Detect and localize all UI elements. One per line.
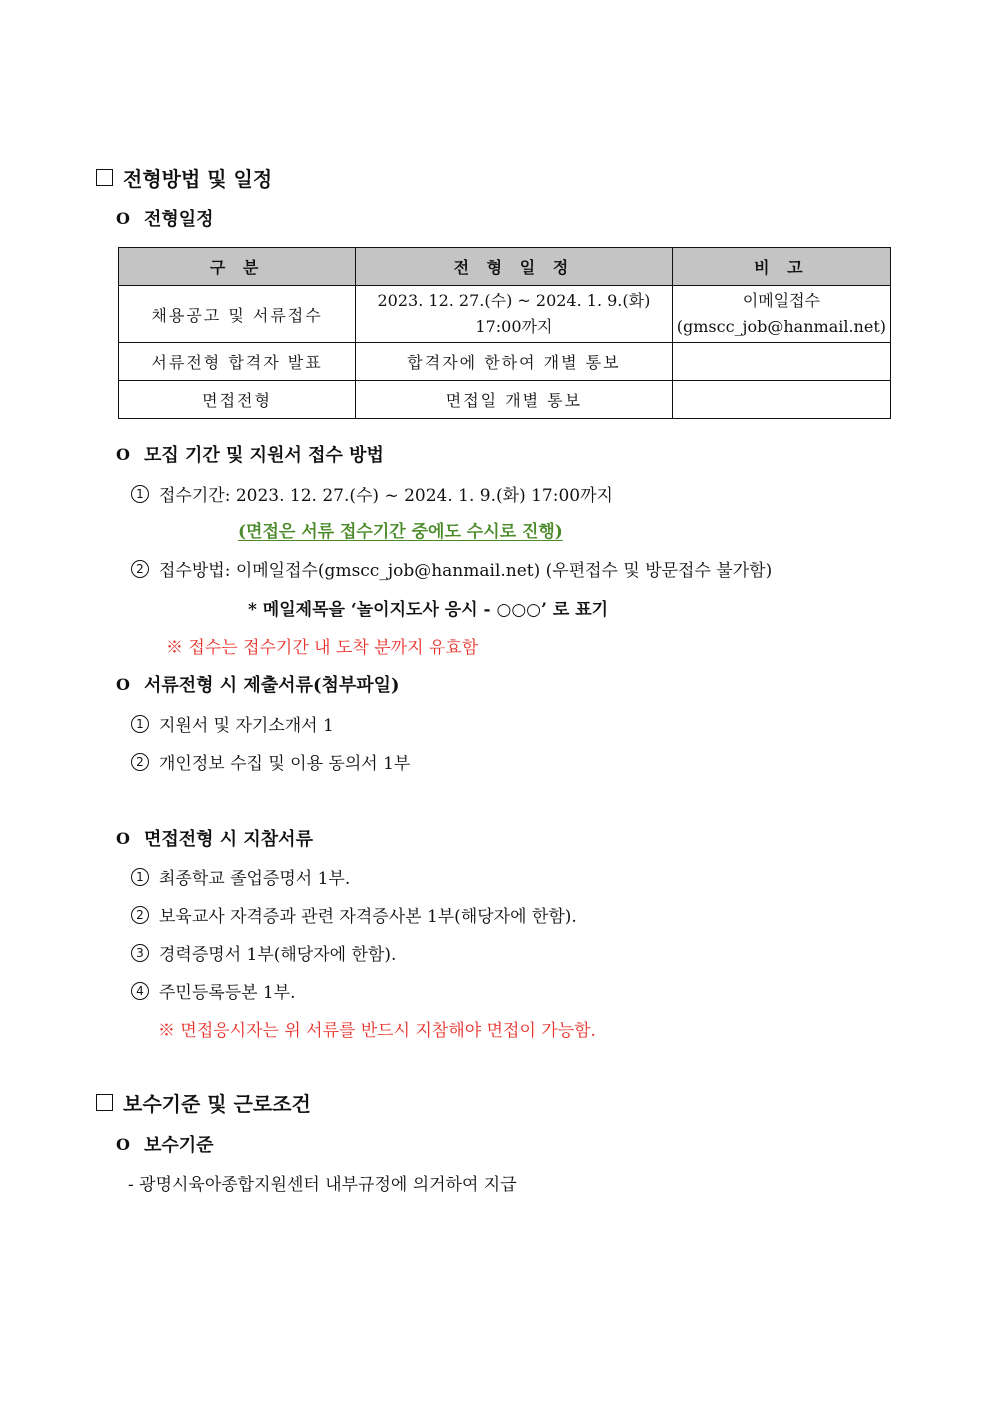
number-1-icon: 1 — [131, 868, 149, 886]
number-1-icon: 1 — [131, 485, 149, 503]
circle-bullet-icon: O — [116, 444, 130, 464]
cell-category: 서류전형 합격자 발표 — [119, 343, 356, 381]
recruit-item-method — [131, 556, 772, 581]
cell-schedule: 합격자에 한하여 개별 통보 — [356, 343, 673, 381]
list-item-text: 보육교사 자격증과 관련 자격증사본 1부(해당자에 한함). — [159, 907, 577, 927]
cell-schedule-line1: 2023. 12. 27.(수) ~ 2024. 1. 9.(화) — [377, 291, 651, 310]
interview-warning: ※ 면접응시자는 위 서류를 반드시 지참해야 면접이 가능함. — [158, 1021, 596, 1041]
number-2-icon: 2 — [131, 753, 149, 771]
number-3-icon: 3 — [131, 944, 149, 962]
schedule-table — [118, 247, 891, 419]
subheading-recruit — [116, 441, 384, 467]
pay-text: - 광명시육아종합지원센터 내부규정에 의거하여 지급 — [128, 1175, 517, 1195]
subheading-interview-docs — [116, 825, 313, 851]
number-2-icon: 2 — [131, 906, 149, 924]
header-schedule: 전 형 일 정 — [356, 248, 673, 286]
cell-note-line2: (gmscc_job@hanmail.net) — [676, 317, 886, 336]
interview-note: (면접은 서류 접수기간 중에도 수시로 진행) — [238, 522, 563, 542]
circle-bullet-icon: O — [116, 828, 130, 848]
list-item — [131, 978, 296, 1003]
circle-bullet-icon: O — [116, 208, 130, 228]
subheading-title: 모집 기간 및 지원서 접수 방법 — [143, 445, 384, 466]
subheading-title: 서류전형 시 제출서류(첨부파일) — [143, 675, 400, 696]
cell-schedule-line2: 17:00까지 — [475, 317, 553, 336]
cell-category: 채용공고 및 서류접수 — [119, 286, 356, 343]
subheading-title: 보수기준 — [143, 1135, 214, 1156]
list-item-text: 최종학교 졸업증명서 1부. — [159, 869, 351, 889]
table-header-row — [119, 248, 891, 286]
circle-bullet-icon: O — [116, 1134, 130, 1154]
section-heading-selection — [96, 163, 272, 192]
subheading-schedule — [116, 205, 214, 231]
list-item-text: 주민등록등본 1부. — [159, 983, 296, 1003]
circle-bullet-icon: O — [116, 674, 130, 694]
cell-note — [672, 381, 890, 419]
list-item — [131, 711, 334, 736]
list-item — [131, 864, 350, 889]
header-note: 비 고 — [672, 248, 890, 286]
mail-subject-note: * 메일제목을 ‘놀이지도사 응시 - ○○○’ 로 표기 — [248, 600, 609, 620]
cell-note — [672, 343, 890, 381]
table-row — [119, 286, 891, 343]
list-item — [131, 749, 410, 774]
recruit-method-text: 접수방법: 이메일접수(gmscc_job@hanmail.net) (우편접수 및 방문접수 불가함) — [159, 561, 773, 581]
table-row — [119, 343, 891, 381]
recruit-warning: ※ 접수는 접수기간 내 도착 분까지 유효함 — [166, 638, 479, 658]
cell-schedule — [356, 286, 673, 343]
cell-schedule: 면접일 개별 통보 — [356, 381, 673, 419]
section-heading-pay — [96, 1088, 311, 1117]
list-item — [131, 902, 577, 927]
list-item-text: 개인정보 수집 및 이용 동의서 1부 — [159, 754, 411, 774]
number-4-icon: 4 — [131, 982, 149, 1000]
recruit-item-period — [131, 481, 613, 506]
number-2-icon: 2 — [131, 560, 149, 578]
number-1-icon: 1 — [131, 715, 149, 733]
list-item-text: 경력증명서 1부(해당자에 한함). — [159, 945, 397, 965]
square-bullet-icon — [96, 1094, 113, 1111]
subheading-title: 전형일정 — [143, 209, 214, 230]
list-item-text: 지원서 및 자기소개서 1 — [159, 716, 334, 736]
subheading-pay — [116, 1131, 214, 1157]
square-bullet-icon — [96, 169, 113, 186]
cell-note — [672, 286, 890, 343]
subheading-documents — [116, 671, 400, 697]
cell-note-line1: 이메일접수 — [742, 291, 821, 310]
section-title: 전형방법 및 일정 — [123, 167, 273, 191]
table-row — [119, 381, 891, 419]
section-title: 보수기준 및 근로조건 — [123, 1092, 311, 1116]
recruit-period-text: 접수기간: 2023. 12. 27.(수) ~ 2024. 1. 9.(화) 17:00까지 — [159, 486, 613, 506]
list-item — [131, 940, 396, 965]
header-category: 구 분 — [119, 248, 356, 286]
cell-category: 면접전형 — [119, 381, 356, 419]
subheading-title: 면접전형 시 지참서류 — [143, 829, 313, 850]
